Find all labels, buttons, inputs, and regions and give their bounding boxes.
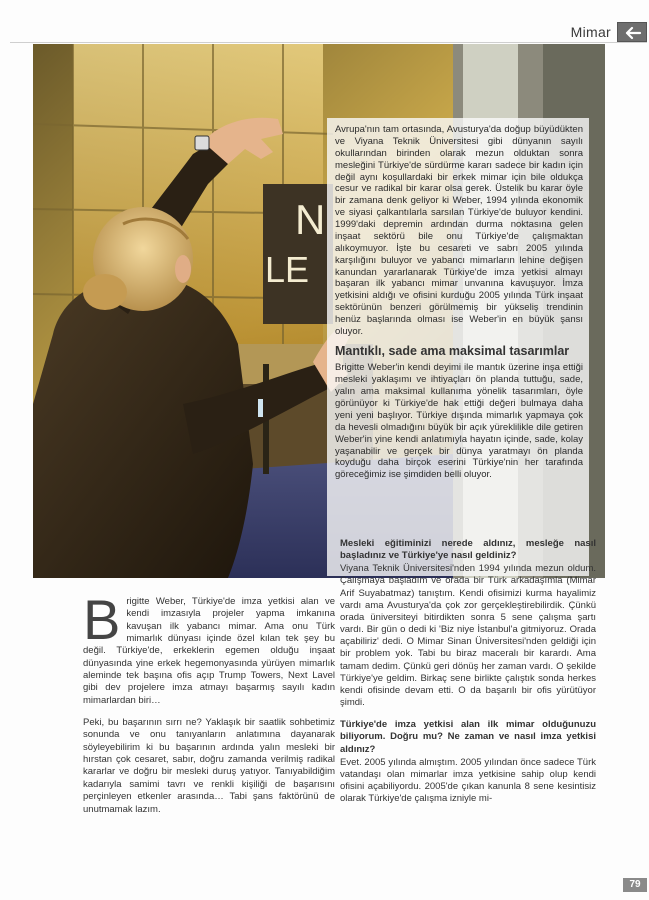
intro-paragraph: Avrupa'nın tam ortasında, Avusturya'da doğup büyüdükten ve Viyana Teknik Üniversitesi gibi dünyanın sayılı okullarından birinden olarak mezun olduktan sonra mesleğini Türkiye'de sürdürme kararı sadece bir kadın için değil aynı koşullardaki bir erkek mimar için bile oldukça cesur ve radikal bir karar olsa gerek. Üstelik bu karar öyle bir zamana denk geliyor ki Weber, 1994 yılında ekonomik ve siyasi çalkantılarla sarsılan Türkiye'de buluyor kendini. 1999'daki depremin ardından durma noktasına gelen inşaat sektörü bile onu Türkiye'de çalışmaktan alıkoymuyor. İşte bu cesareti ve sabrı 2005 yılında karşılığını buluyor ve yabancı mimarların lehine değişen kanundan yararlanarak Türkiye'de imza yetkisi almayı başaran ilk yabancı mimar unvanına kavuşuyor. İmza yetkisini aldığı ve ofisini kurduğu 2005 yılında Türk inşaat sektörünün benzeri görülmemiş bir yükseliş trendinin henüz başlarında olması ise Weber'in en büyük şansı oluyor. (335, 124, 583, 337)
interview-answer: Viyana Teknik Üniversitesi'nden 1994 yılında mezun oldum. Çalışmaya başladım ve orada bir Türk arkadaşımla (Mimar Arif Suyabatmaz) tanıştım. Kendi ofisimizi kurma hayalimiz vardı ama Avusturya'da çok zor gerçekleştirebilirdik. Çünkü orada üniversiteyi bitirdikten sonra 5 sene çalışma şartı vardı. Bir gün o dedi ki 'Biz niye İstanbul'a gitmiyoruz. Orada açabiliriz' dedi. O Mimar Sinan Üniversitesi'nden geldiği için bir problem yok. Tabi bu biraz maceralı bir karardı. Ama tamam dedim. Çünkü geri dönüş her zaman vardı. O şekilde Türkiye'ye geldim. Birkaç sene birlikte çalıştık sonda herkes kendi ofisinde devam etti. O da başarılı bir ofis yürütüyor şimdi. (340, 563, 596, 709)
interview-question: Türkiye'de imza yetkisi alan ilk mimar olduğunuzu biliyorum. Doğru mu? Ne zaman ve nasıl imza yetkisi aldınız? (340, 719, 596, 755)
header-divider (10, 42, 647, 43)
interview-column (340, 538, 596, 815)
left-column (83, 588, 335, 826)
dropcap: B (83, 588, 121, 651)
section-heading: Mantıklı, sade ama maksimal tasarımlar (335, 343, 570, 358)
sign-letter-le: LE (265, 249, 310, 290)
body-paragraph: Peki, bu başarının sırrı ne? Yaklaşık bir saatlik sohbetimiz sonunda ve onu tanıyanların anlatımına dayanarak söyleyebilirim ki bu başarının ardında yalın mesleki bir hırstan çok cesaret, sabır, doğru zamanda verilmiş radikal kararlar ve doğru bir mesleki duruş yatıyor. Tanıyabildiğim kadarıyla samimi tavrı ve renkli kişiliği de başarısını perçinleyen etkenler arasında… Tabi şans faktörünü de unutmamak lazım. (83, 717, 335, 815)
section-label: Mimar (570, 24, 611, 40)
page-number: 79 (623, 878, 647, 892)
back-arrow-button[interactable] (617, 22, 647, 42)
architect-photo (33, 44, 605, 578)
lead-paragraph: rigitte Weber, Türkiye'de imza yetkisi alan ve kendi imzasıyla projeler yapma imkanına kavuşan ilk yabancı mimar. Ama onu Türk mimarlık dünyası içinde özel kılan tek şey bu değil. Türkiye'de, erkeklerin egemen olduğu inşaat dünyasında yine erkek hegemonyasında yürüyen mimarlık aleminde tek başına ofis açıp Trump Towers, Next Lavel gibi dev projelere imza atmayı başarmış sayılı kadın mimarlardan biri… (83, 596, 335, 706)
interview-answer: Evet. 2005 yılında almıştım. 2005 yılından önce sadece Türk vatandaşı olan mimarlar imza yetkisine sahip olup kendi ofisini açabiliyordu. 2005'de çıkan kanunla 8 sene kesintisiz olarak Türkiye'de çalışma izniyle mi- (340, 756, 596, 805)
arrow-left-icon (618, 23, 648, 43)
interview-question: Mesleki eğitiminizi nerede aldınız, mesleğe nasıl başladınız ve Türkiye'ye nasıl geldiniz? (340, 538, 596, 562)
section-paragraph: Brigitte Weber'in kendi deyimi ile mantık üzerine inşa ettiği mesleki yaklaşımı ve ihtiyaçları ön planda tuttuğu, sade, yalın ama maksimal kullanıma yönelik tasarımları, öyle görünüyor ki Türkiye'de hak ettiği değeri bulmaya daha yeni yeni başlıyor. Türkiye dışında mimarlık yapmaya çok da hevesli olmadığını büyük bir açık yüreklilikle dile getiren Weber'in yine kendi anlatımıyla hayatın içinde, sade, kolay yaşanabilir ve gerçek bir dünya yaratmayı ön planda koyduğu daha birçok eserini Türkiye'nin her tarafında göreceğimiz ise şimdiden belli oluyor. (335, 362, 583, 481)
intro-overlay (327, 118, 589, 576)
sign-letter-n: N (295, 196, 326, 243)
